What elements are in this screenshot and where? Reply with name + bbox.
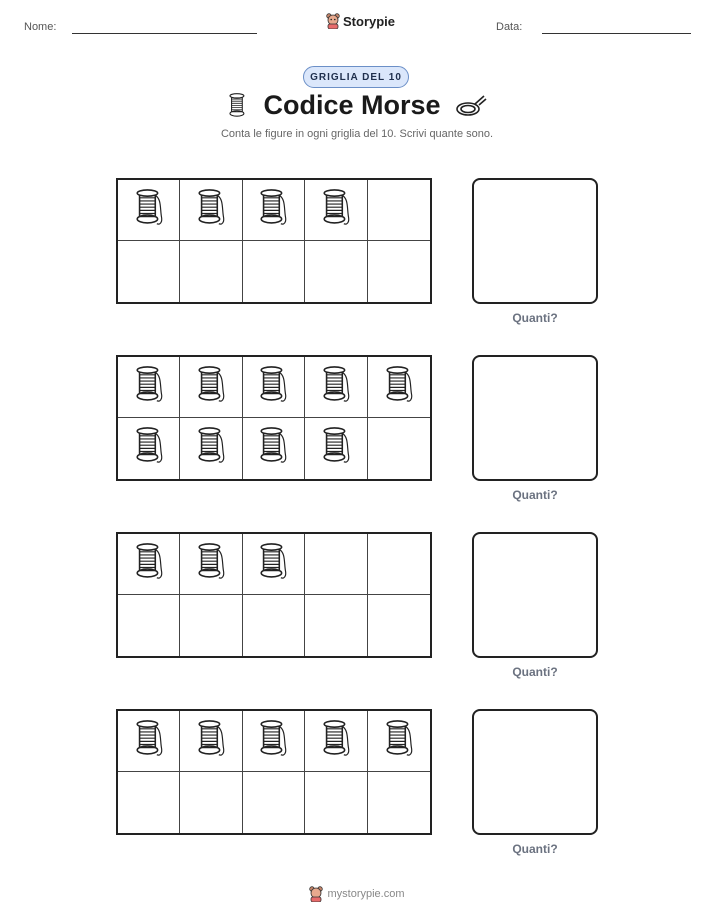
ten-frame-cell [243,418,305,479]
thread-spool-icon [133,717,165,766]
ten-frame-cell [243,595,305,656]
ten-frame-cell [305,357,367,418]
ten-frame-cell [243,241,305,302]
ten-frame-cell [180,418,242,479]
ten-frame-cell [118,241,180,302]
ten-frame-cell [305,534,367,595]
ten-frame-cell [118,772,180,833]
thread-spool-icon [195,186,227,235]
thread-spool-icon [227,91,249,121]
ten-frame-cell [180,534,242,595]
ten-frame-cell [118,534,180,595]
name-label: Nome: [24,21,57,33]
ten-frame-cell [305,180,367,241]
answer-box[interactable] [472,355,598,481]
title-row [0,90,714,121]
thread-spool-icon [257,540,289,589]
footer-url[interactable]: mystorypie.com [327,888,405,900]
ten-frame-cell [118,180,180,241]
date-label: Data: [496,21,523,33]
brand-logo [326,13,395,29]
ten-frame-grid [116,532,432,658]
ten-frame-cell [243,180,305,241]
ten-frame-cell [368,772,430,833]
thread-spool-icon [257,363,289,412]
ten-frame-cell [118,357,180,418]
thread-spool-icon [133,540,165,589]
ten-frame-cell [305,711,367,772]
answer-box[interactable] [472,532,598,658]
ten-frame-cell [305,241,367,302]
page-title: Codice Morse [263,90,441,120]
thread-coil-icon [455,94,487,118]
thread-spool-icon [195,363,227,412]
answer-box[interactable] [472,709,598,835]
answer-label: Quanti? [512,488,558,502]
answer-label: Quanti? [512,311,558,325]
thread-spool-icon [257,186,289,235]
footer [0,886,714,902]
ten-frame-cell [180,595,242,656]
thread-spool-icon [320,363,352,412]
ten-frame-cell [243,772,305,833]
answer-label: Quanti? [512,665,558,679]
thread-spool-icon [133,424,165,473]
ten-frame-cell [368,711,430,772]
ten-frame-cell [305,595,367,656]
ten-frame-cell [118,595,180,656]
thread-spool-icon [320,717,352,766]
thread-spool-icon [195,540,227,589]
thread-spool-icon [195,424,227,473]
ten-frame-cell [118,418,180,479]
ten-frame-cell [180,180,242,241]
ten-frame-grid [116,178,432,304]
ten-frame-cell [243,711,305,772]
ten-frame-cell [180,772,242,833]
date-line[interactable] [542,33,691,34]
bear-mascot-icon [326,13,340,29]
ten-frame-cell [118,711,180,772]
ten-frame-cell [368,595,430,656]
brand-name: Storypie [343,13,396,29]
thread-spool-icon [257,717,289,766]
thread-spool-icon [320,424,352,473]
ten-frame-cell [180,711,242,772]
thread-spool-icon [257,424,289,473]
ten-frame-cell [180,357,242,418]
ten-frame-cell [368,418,430,479]
ten-frame-cell [368,357,430,418]
answer-box[interactable] [472,178,598,304]
instructions: Conta le figure in ogni griglia del 10. Scrivi quante sono. [220,128,494,140]
ten-frame-cell [305,772,367,833]
ten-frame-cell [368,241,430,302]
thread-spool-icon [195,717,227,766]
ten-frame-cell [180,241,242,302]
ten-frame-grid [116,709,432,835]
ten-frame-cell [368,180,430,241]
answer-label: Quanti? [512,842,558,856]
thread-spool-icon [133,186,165,235]
thread-spool-icon [383,363,415,412]
thread-spool-icon [383,717,415,766]
ten-frame-cell [243,357,305,418]
ten-frame-cell [305,418,367,479]
ten-frame-cell [243,534,305,595]
category-badge: GRIGLIA DEL 10 [303,66,409,88]
ten-frame-grid [116,355,432,481]
thread-spool-icon [320,186,352,235]
bear-mascot-icon [309,886,323,902]
ten-frame-cell [368,534,430,595]
name-line[interactable] [72,33,257,34]
thread-spool-icon [133,363,165,412]
